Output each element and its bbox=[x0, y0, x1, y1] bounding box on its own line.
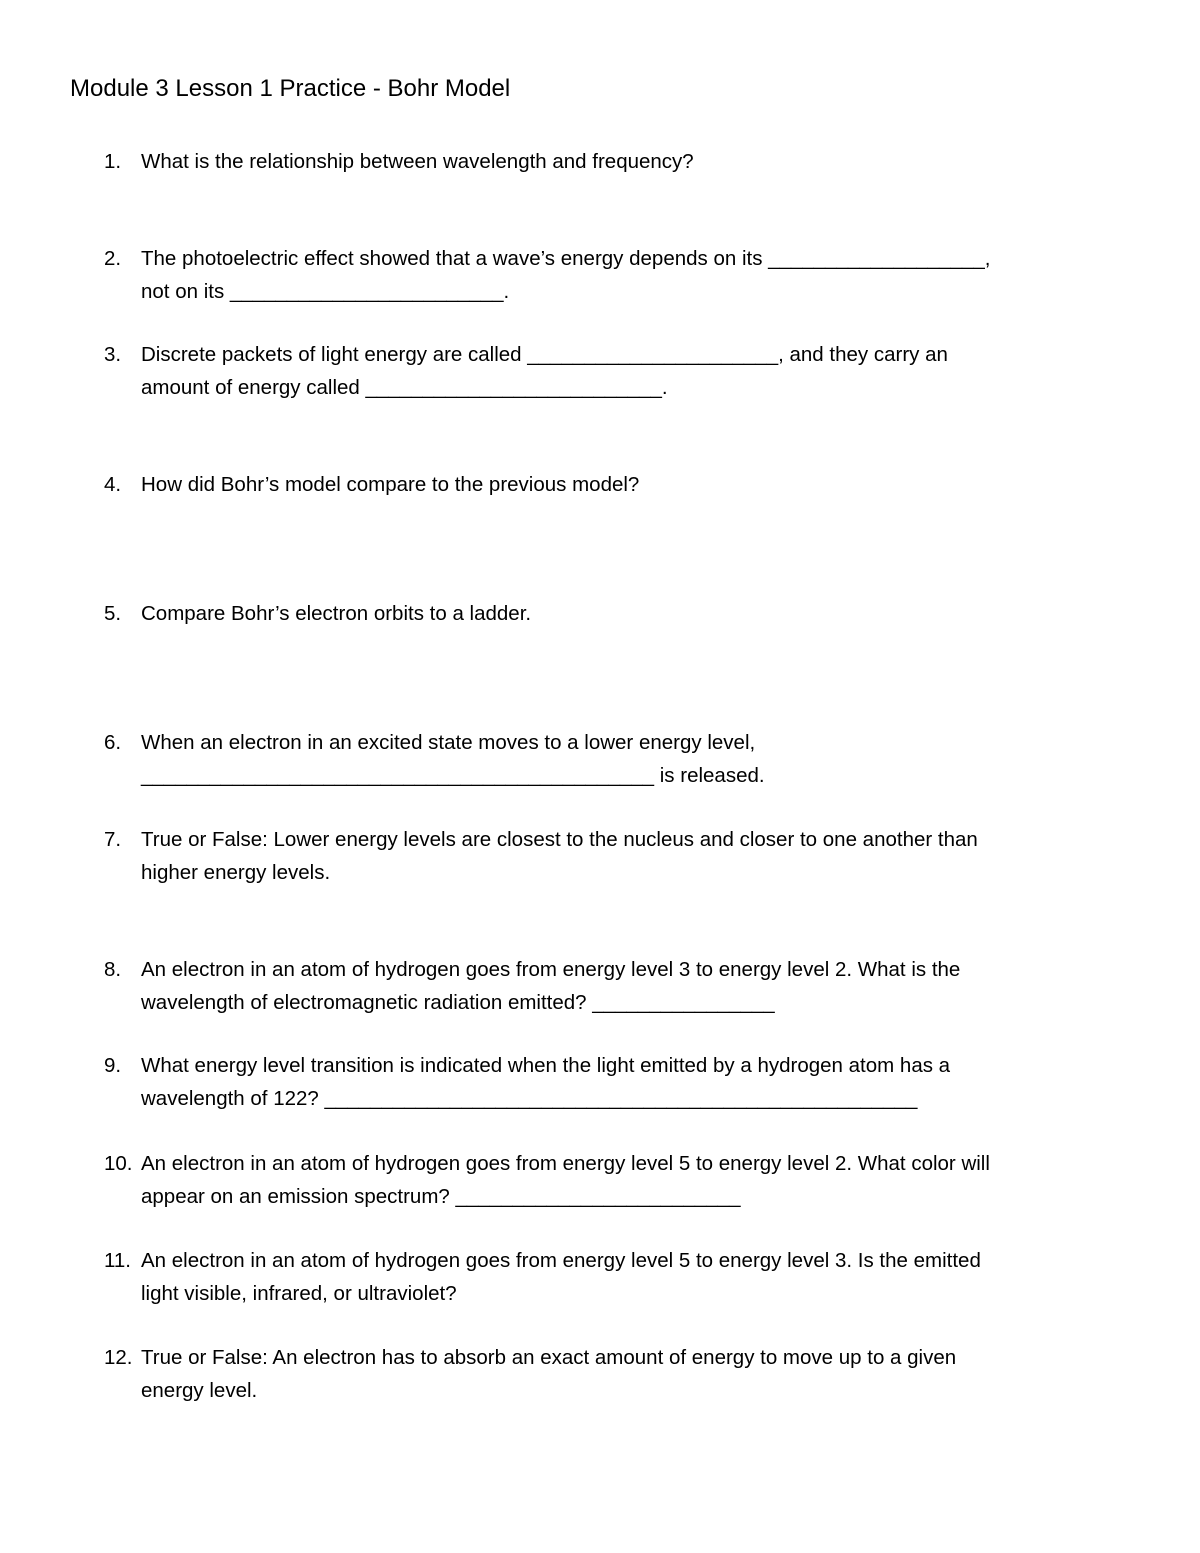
question-8 bbox=[104, 954, 1144, 1019]
question-text: Discrete packets of light energy are called ______________________, and they carry an amount of energy called __________________________. bbox=[141, 343, 948, 399]
question-10 bbox=[104, 1148, 1144, 1213]
question-1 bbox=[104, 146, 1144, 179]
question-text: When an electron in an excited state moves to a lower energy level, _____________________________________________ is released. bbox=[141, 731, 765, 787]
question-text: What is the relationship between wavelength and frequency? bbox=[141, 150, 694, 173]
question-number: 4. bbox=[104, 473, 122, 496]
question-text: An electron in an atom of hydrogen goes from energy level 5 to energy level 2. What color will appear on an emission spectrum? _________________________ bbox=[141, 1152, 990, 1208]
question-number: 6. bbox=[104, 731, 122, 754]
question-text: True or False: Lower energy levels are closest to the nucleus and closer to one another than higher energy levels. bbox=[141, 828, 978, 884]
question-11 bbox=[104, 1245, 1144, 1310]
question-4 bbox=[104, 469, 1144, 502]
question-text: Compare Bohr’s electron orbits to a ladder. bbox=[141, 602, 532, 625]
question-2 bbox=[104, 243, 1144, 308]
question-9 bbox=[104, 1050, 1144, 1115]
question-number: 5. bbox=[104, 602, 122, 625]
question-number: 10. bbox=[104, 1152, 133, 1175]
question-number: 2. bbox=[104, 247, 122, 270]
question-number: 3. bbox=[104, 343, 122, 366]
question-number: 11. bbox=[104, 1249, 131, 1272]
question-text: What energy level transition is indicated when the light emitted by a hydrogen atom has a wavelength of 122? ____________________________________________________ bbox=[141, 1054, 951, 1110]
question-number: 12. bbox=[104, 1346, 133, 1369]
question-6 bbox=[104, 727, 1144, 792]
question-text: An electron in an atom of hydrogen goes from energy level 5 to energy level 3. Is the emitted light visible, infrared, or ultraviolet? bbox=[141, 1249, 981, 1305]
page-title: Module 3 Lesson 1 Practice - Bohr Model bbox=[70, 75, 511, 102]
question-text: The photoelectric effect showed that a wave’s energy depends on its ___________________, not on its ________________________. bbox=[141, 247, 991, 303]
question-number: 7. bbox=[104, 828, 122, 851]
question-text: True or False: An electron has to absorb an exact amount of energy to move up to a given energy level. bbox=[141, 1346, 957, 1402]
question-number: 9. bbox=[104, 1054, 122, 1077]
question-number: 1. bbox=[104, 150, 122, 173]
question-7 bbox=[104, 824, 1144, 889]
question-text: An electron in an atom of hydrogen goes from energy level 3 to energy level 2. What is the wavelength of electromagnetic radiation emitted? ________________ bbox=[141, 958, 961, 1014]
question-12 bbox=[104, 1342, 1144, 1407]
question-text: How did Bohr’s model compare to the previous model? bbox=[141, 473, 640, 496]
question-5 bbox=[104, 598, 1144, 631]
question-number: 8. bbox=[104, 958, 122, 981]
question-3 bbox=[104, 339, 1144, 404]
